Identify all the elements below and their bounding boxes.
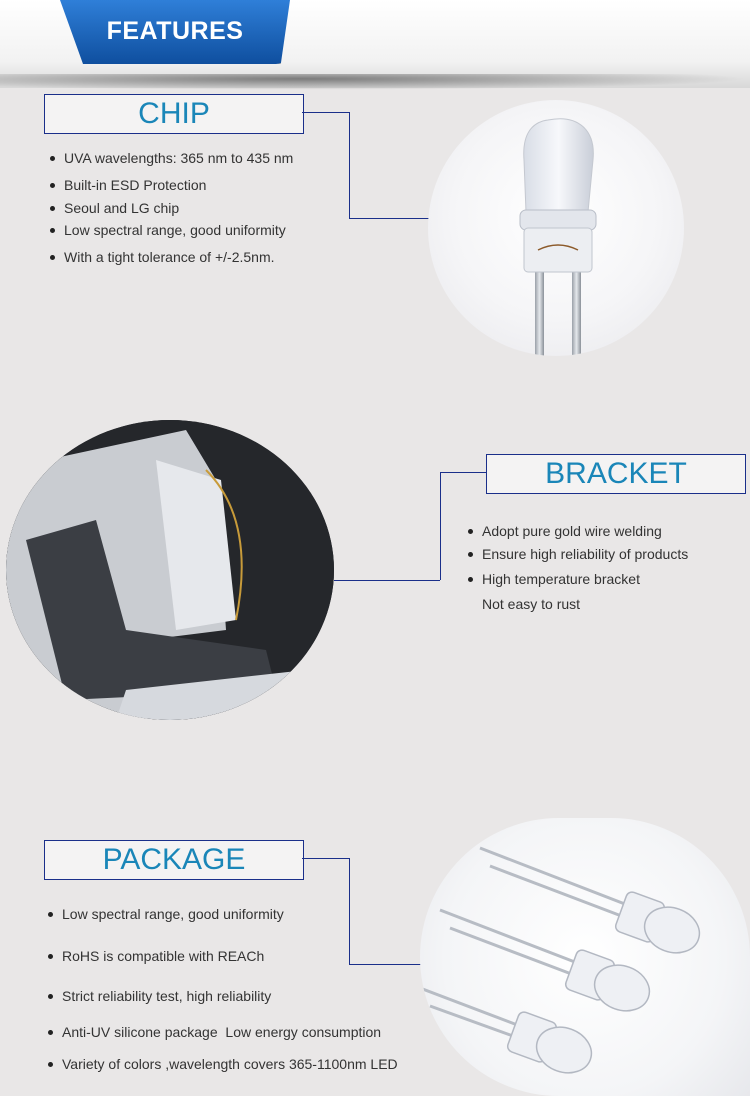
bracket-connector-h2 (334, 580, 440, 581)
chip-connector-h1 (302, 112, 350, 113)
list-item-continuation: Not easy to rust (482, 596, 581, 612)
list-item: High temperature bracket (466, 571, 688, 596)
header-shadow (0, 74, 750, 90)
three-leds-illustration (420, 818, 750, 1096)
bullet-icon (50, 228, 55, 233)
bullet-icon (468, 529, 473, 534)
bullet-icon (48, 1062, 53, 1067)
list-item: Adopt pure gold wire welding (466, 523, 688, 546)
bullet-icon (50, 156, 55, 161)
chip-connector-h2 (349, 218, 429, 219)
page-title: FEATURES (106, 17, 244, 45)
chip-connector-v (349, 112, 350, 218)
bullet-icon (468, 552, 473, 557)
chip-label: CHIP (44, 94, 304, 134)
list-item: Seoul and LG chip (48, 200, 293, 222)
bullet-icon (48, 954, 53, 959)
bullet-icon (50, 206, 55, 211)
bullet-icon (50, 183, 55, 188)
bracket-feature-list (466, 523, 688, 618)
bullet-icon (48, 994, 53, 999)
list-item: Variety of colors ,wavelength covers 365-1100nm LED (46, 1056, 398, 1078)
list-item: RoHS is compatible with REACh (46, 948, 398, 988)
list-item: UVA wavelengths: 365 nm to 435 nm (48, 150, 293, 177)
package-feature-list (46, 906, 398, 1078)
bullet-icon (50, 255, 55, 260)
list-item: Built-in ESD Protection (48, 177, 293, 200)
bracket-connector-v (440, 472, 441, 580)
bullet-icon (468, 577, 473, 582)
led-closeup-image (428, 100, 684, 356)
list-item: Low spectral range, good uniformity (48, 222, 293, 249)
package-leds-image (420, 818, 750, 1096)
bracket-illustration (6, 420, 334, 720)
list-item: Ensure high reliability of products (466, 546, 688, 571)
single-led-illustration (428, 100, 684, 356)
bracket-label: BRACKET (486, 454, 746, 494)
package-label: PACKAGE (44, 840, 304, 880)
bracket-closeup-image (6, 420, 334, 720)
list-item: Low spectral range, good uniformity (46, 906, 398, 948)
package-connector-h1 (302, 858, 350, 859)
list-item: With a tight tolerance of +/-2.5nm. (48, 249, 293, 271)
list-item: Strict reliability test, high reliability (46, 988, 398, 1024)
inline-extra: Low energy consumption (225, 1024, 382, 1040)
bullet-icon (48, 1030, 53, 1035)
bullet-icon (48, 912, 53, 917)
chip-feature-list (48, 150, 293, 271)
list-item: Anti-UV silicone package Low energy consumption (46, 1024, 398, 1056)
bracket-connector-h1 (440, 472, 486, 473)
